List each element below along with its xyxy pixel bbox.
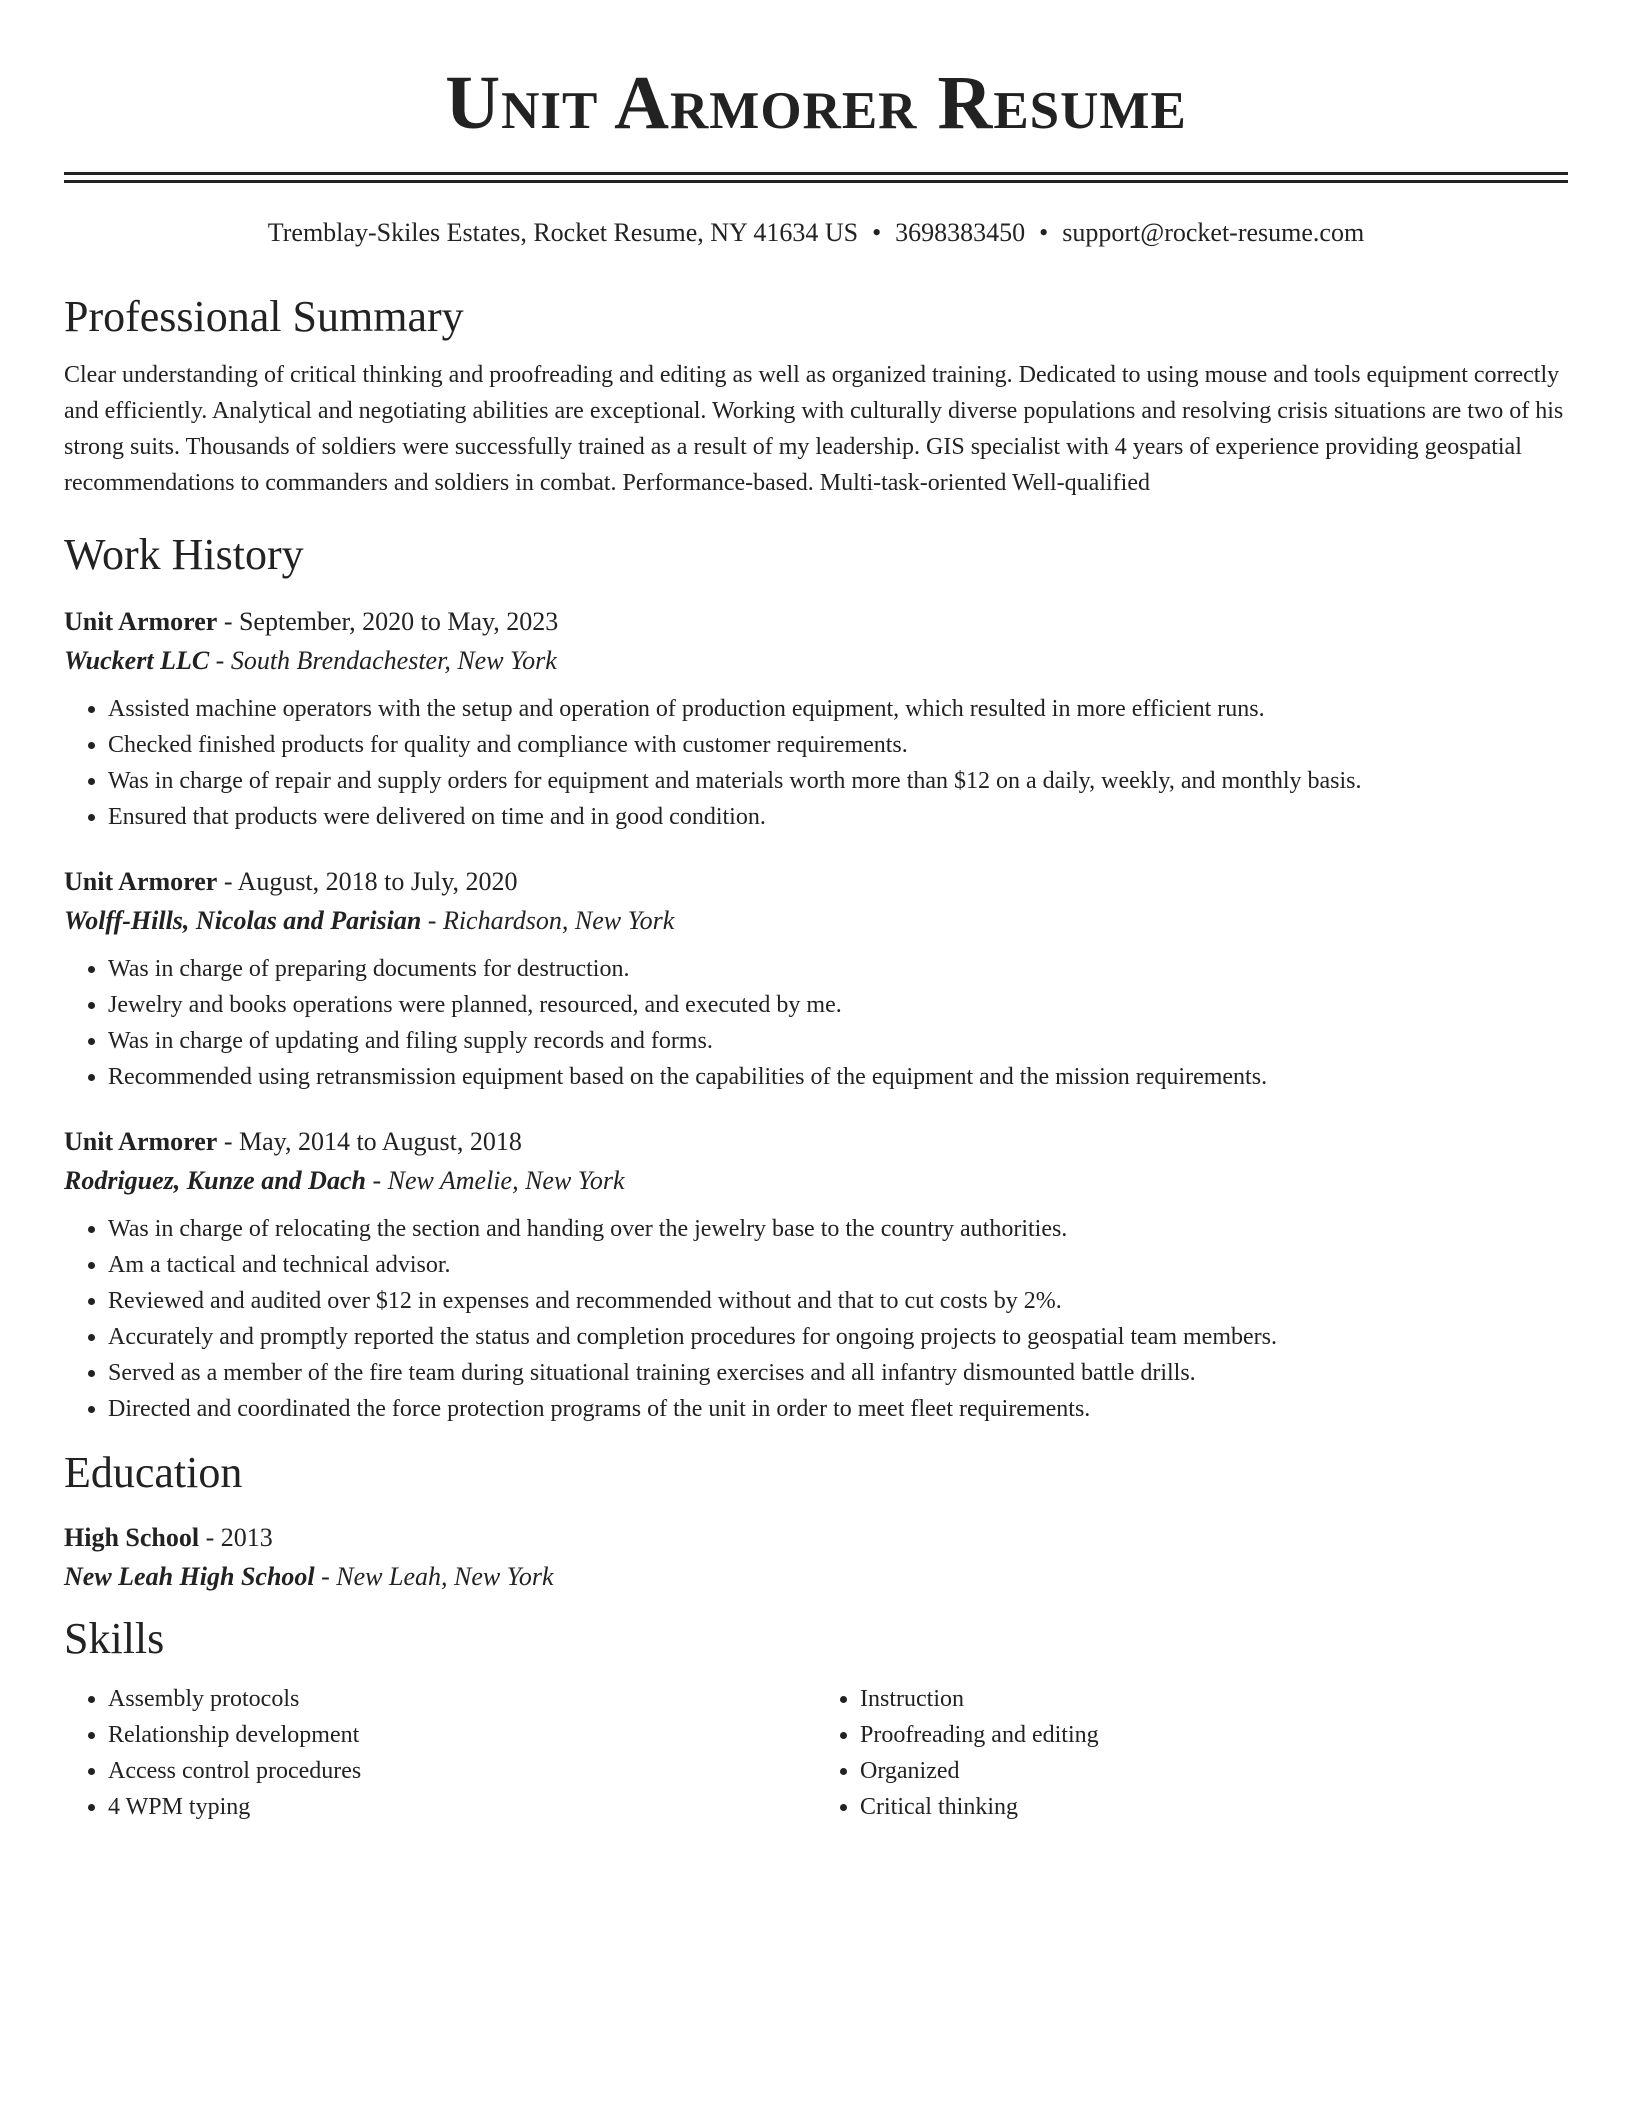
job-location: - Richardson, New York [421, 906, 675, 935]
list-item: • Am a tactical and technical advisor. [108, 1247, 1568, 1283]
skills-columns [64, 1681, 1568, 1825]
education-year: - 2013 [199, 1523, 273, 1552]
job-dates: - September, 2020 to May, 2023 [217, 607, 559, 636]
job-entry [64, 863, 1568, 1095]
job-company: Wolff-Hills, Nicolas and Parisian [64, 906, 422, 935]
education-degree-line [64, 1519, 1568, 1557]
skills-list-left [64, 1681, 816, 1825]
job-bullets [64, 691, 1568, 835]
list-item: • Reviewed and audited over $12 in expenses and recommended without and that to cut costs by 2%. [108, 1283, 1568, 1319]
skill-item: • Critical thinking [860, 1789, 1568, 1825]
job-location: - New Amelie, New York [365, 1166, 625, 1195]
job-dates: - May, 2014 to August, 2018 [217, 1127, 522, 1156]
contact-separator: • [1039, 218, 1049, 247]
list-item: • Jewelry and books operations were planned, resourced, and executed by me. [108, 987, 1568, 1023]
list-item: • Was in charge of preparing documents for destruction. [108, 951, 1568, 987]
job-title: Unit Armorer [64, 607, 218, 636]
job-company: Wuckert LLC [64, 646, 210, 675]
job-title: Unit Armorer [64, 867, 218, 896]
job-company-line [64, 641, 1568, 681]
skill-item: • Assembly protocols [108, 1681, 816, 1717]
skills-list-right [816, 1681, 1568, 1825]
list-item: • Ensured that products were delivered on time and in good condition. [108, 799, 1568, 835]
education-entry [64, 1519, 1568, 1597]
list-item: • Was in charge of relocating the section and handing over the jewelry base to the country authorities. [108, 1211, 1568, 1247]
section-heading-summary: Professional Summary [64, 292, 464, 341]
job-location: - South Brendachester, New York [209, 646, 557, 675]
job-company-line [64, 1161, 1568, 1201]
education-location: - New Leah, New York [314, 1562, 554, 1591]
list-item: • Assisted machine operators with the setup and operation of production equipment, which resulted in more efficient runs. [108, 691, 1568, 727]
skill-item: • Relationship development [108, 1717, 816, 1753]
job-entry [64, 603, 1568, 835]
skill-item: • Organized [860, 1753, 1568, 1789]
list-item: • Directed and coordinated the force protection programs of the unit in order to meet fleet requirements. [108, 1391, 1568, 1427]
job-bullets [64, 951, 1568, 1095]
list-item: • Served as a member of the fire team during situational training exercises and all infantry dismounted battle drills. [108, 1355, 1568, 1391]
skill-item: • Proofreading and editing [860, 1717, 1568, 1753]
resume-title: Unit Armorer Resume [445, 61, 1187, 145]
list-item: • Accurately and promptly reported the status and completion procedures for ongoing projects to geospatial team members. [108, 1319, 1568, 1355]
section-heading-skills: Skills [64, 1614, 165, 1663]
job-dates: - August, 2018 to July, 2020 [217, 867, 518, 896]
skill-item: • Instruction [860, 1681, 1568, 1717]
contact-address: Tremblay-Skiles Estates, Rocket Resume, NY 41634 US [267, 218, 859, 247]
education-school: New Leah High School [64, 1562, 315, 1591]
education-school-line [64, 1557, 1568, 1597]
skill-item: • 4 WPM typing [108, 1789, 816, 1825]
job-title-line [64, 603, 1568, 641]
list-item: • Recommended using retransmission equipment based on the capabilities of the equipment and the mission requirements. [108, 1059, 1568, 1095]
summary-text: Clear understanding of critical thinking and proofreading and editing as well as organized training. Dedicated to using mouse and tools equipment correctly and efficiently. Analytical and negotiating abilities are exceptional. Working with culturally diverse populations and resolving crisis situations are two of his strong suits. Thousands of soldiers were successfully trained as a result of my leadership. GIS specialist with 4 years of experience providing geospatial recommendations to commanders and soldiers in combat. Performance-based. Multi-task-oriented Well-qualified [64, 362, 1564, 496]
job-entry [64, 1123, 1568, 1427]
section-heading-education: Education [64, 1448, 243, 1497]
contact-separator: • [872, 218, 882, 247]
skill-item: • Access control procedures [108, 1753, 816, 1789]
job-company-line [64, 901, 1568, 941]
contact-email[interactable]: support@rocket-resume.com [1062, 218, 1365, 247]
contact-line [64, 217, 1568, 249]
job-bullets [64, 1211, 1568, 1427]
list-item: • Was in charge of updating and filing supply records and forms. [108, 1023, 1568, 1059]
list-item: • Was in charge of repair and supply orders for equipment and materials worth more than $12 on a daily, weekly, and monthly basis. [108, 763, 1568, 799]
list-item: • Checked finished products for quality and compliance with customer requirements. [108, 727, 1568, 763]
job-title-line [64, 1123, 1568, 1161]
contact-phone[interactable]: 3698383450 [895, 218, 1026, 247]
job-title-line [64, 863, 1568, 901]
title-double-rule [64, 172, 1568, 183]
section-heading-work-history: Work History [64, 530, 304, 579]
job-title: Unit Armorer [64, 1127, 218, 1156]
education-degree: High School [64, 1523, 200, 1552]
job-company: Rodriguez, Kunze and Dach [64, 1166, 366, 1195]
